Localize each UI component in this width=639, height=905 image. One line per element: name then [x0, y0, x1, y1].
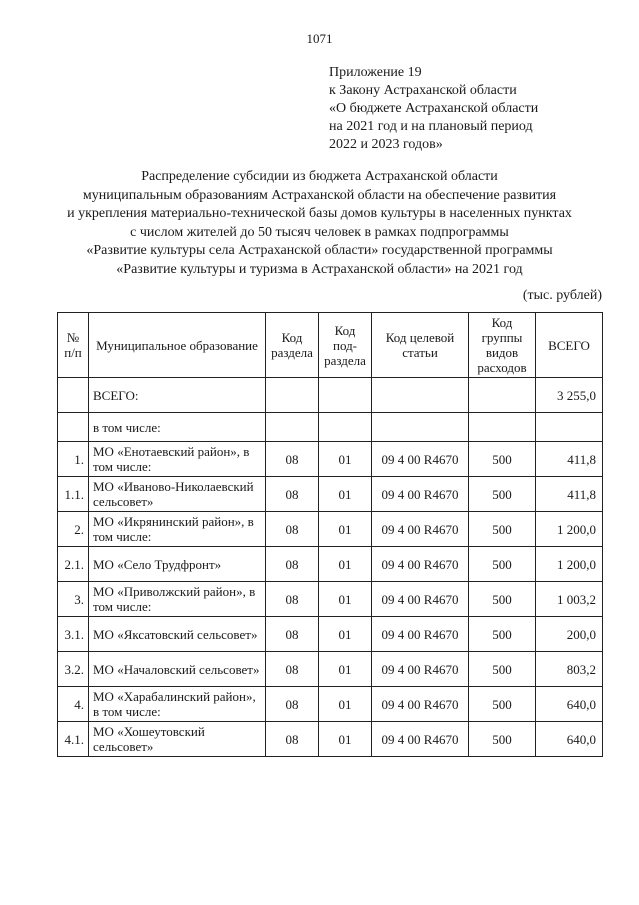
cell-name: МО «Харабалинский район», в том числе:	[89, 687, 266, 722]
cell-expense: 500	[469, 512, 536, 547]
cell-name: МО «Приволжский район», в том числе:	[89, 582, 266, 617]
appendix-line: на 2021 год и на плановый период	[329, 119, 533, 134]
appendix-block	[329, 64, 538, 154]
cell-num: 1.1.	[58, 477, 89, 512]
cell-total: 803,2	[536, 652, 603, 687]
cell-expense: 500	[469, 652, 536, 687]
cell-subsection: 01	[319, 547, 372, 582]
cell-section	[266, 413, 319, 442]
cell-section: 08	[266, 687, 319, 722]
cell-expense: 500	[469, 582, 536, 617]
cell-total: 411,8	[536, 442, 603, 477]
cell-subsection: 01	[319, 512, 372, 547]
cell-expense	[469, 413, 536, 442]
cell-expense: 500	[469, 477, 536, 512]
cell-subsection: 01	[319, 722, 372, 757]
cell-target: 09 4 00 R4670	[372, 547, 469, 582]
total-label: ВСЕГО:	[89, 378, 266, 413]
cell-name: МО «Иваново-Николаевский сельсовет»	[89, 477, 266, 512]
cell-num: 4.1.	[58, 722, 89, 757]
table-row	[58, 687, 603, 722]
table-row	[58, 547, 603, 582]
cell-target: 09 4 00 R4670	[372, 722, 469, 757]
table-header-row	[58, 313, 603, 378]
cell-section: 08	[266, 477, 319, 512]
cell-num: 3.	[58, 582, 89, 617]
cell-target: 09 4 00 R4670	[372, 687, 469, 722]
cell-num: 2.1.	[58, 547, 89, 582]
cell-num: 4.	[58, 687, 89, 722]
table-row	[58, 722, 603, 757]
total-value: 3 255,0	[536, 378, 603, 413]
title-line: Распределение субсидии из бюджета Астраханской области	[141, 169, 498, 184]
cell-section: 08	[266, 652, 319, 687]
units-label: (тыс. рублей)	[522, 288, 602, 303]
cell-name: МО «Село Трудфронт»	[89, 547, 266, 582]
cell-target: 09 4 00 R4670	[372, 582, 469, 617]
cell-target: 09 4 00 R4670	[372, 477, 469, 512]
cell-total: 640,0	[536, 687, 603, 722]
table-row	[58, 617, 603, 652]
table-row	[58, 512, 603, 547]
cell-section: 08	[266, 582, 319, 617]
header-subsection: Код под-раздела	[319, 313, 372, 378]
cell-expense: 500	[469, 687, 536, 722]
cell-subsection: 01	[319, 442, 372, 477]
appendix-line: к Закону Астраханской области	[329, 83, 517, 98]
cell-num: 3.1.	[58, 617, 89, 652]
cell-expense: 500	[469, 617, 536, 652]
cell-expense: 500	[469, 442, 536, 477]
cell-target: 09 4 00 R4670	[372, 442, 469, 477]
cell-total: 200,0	[536, 617, 603, 652]
cell-subsection	[319, 413, 372, 442]
cell-target	[372, 413, 469, 442]
header-target: Код целевой статьи	[372, 313, 469, 378]
title-line: «Развитие культуры села Астраханской области» государственной программы	[86, 243, 553, 258]
appendix-line: «О бюджете Астраханской области	[329, 101, 539, 116]
header-section: Код раздела	[266, 313, 319, 378]
subsidy-table	[57, 312, 603, 757]
cell-subsection	[319, 378, 372, 413]
table-row	[58, 582, 603, 617]
cell-total: 1 200,0	[536, 547, 603, 582]
cell-num: 1.	[58, 442, 89, 477]
cell-num: 3.2.	[58, 652, 89, 687]
cell-subsection: 01	[319, 617, 372, 652]
cell-num: 2.	[58, 512, 89, 547]
total-row	[58, 378, 603, 413]
document-title	[0, 168, 639, 279]
cell-target: 09 4 00 R4670	[372, 512, 469, 547]
cell-subsection: 01	[319, 477, 372, 512]
cell-name: МО «Енотаевский район», в том числе:	[89, 442, 266, 477]
title-line: с числом жителей до 50 тысяч человек в рамках подпрограммы	[130, 224, 509, 240]
table-row	[58, 652, 603, 687]
cell-subsection: 01	[319, 652, 372, 687]
cell-total	[536, 413, 603, 442]
cell-target: 09 4 00 R4670	[372, 652, 469, 687]
cell-section: 08	[266, 617, 319, 652]
title-line: муниципальным образованиям Астраханской области на обеспечение развития	[82, 187, 557, 203]
cell-name: МО «Хошеутовский сельсовет»	[89, 722, 266, 757]
cell-total: 640,0	[536, 722, 603, 757]
header-name: Муниципальное образование	[89, 313, 266, 378]
cell-expense: 500	[469, 547, 536, 582]
cell-name: МО «Яксатовский сельсовет»	[89, 617, 266, 652]
cell-expense	[469, 378, 536, 413]
cell-section: 08	[266, 547, 319, 582]
cell-num	[58, 378, 89, 413]
including-row	[58, 413, 603, 442]
appendix-line: Приложение 19	[329, 65, 422, 80]
header-expense: Код группы видов расходов	[469, 313, 536, 378]
cell-section: 08	[266, 722, 319, 757]
cell-num	[58, 413, 89, 442]
appendix-line: 2022 и 2023 годов»	[329, 137, 443, 152]
cell-subsection: 01	[319, 687, 372, 722]
title-line: и укрепления материально-технической базы домов культуры в населенных пунктах	[67, 206, 572, 221]
cell-section: 08	[266, 442, 319, 477]
page-number: 1071	[306, 31, 333, 46]
cell-total: 1 200,0	[536, 512, 603, 547]
table-row	[58, 442, 603, 477]
cell-name: МО «Икрянинский район», в том числе:	[89, 512, 266, 547]
including-label: в том числе:	[89, 413, 266, 442]
cell-section: 08	[266, 512, 319, 547]
header-total: ВСЕГО	[536, 313, 603, 378]
cell-total: 411,8	[536, 477, 603, 512]
header-num: № п/п	[58, 313, 89, 378]
cell-target: 09 4 00 R4670	[372, 617, 469, 652]
cell-section	[266, 378, 319, 413]
cell-target	[372, 378, 469, 413]
cell-name: МО «Началовский сельсовет»	[89, 652, 266, 687]
cell-total: 1 003,2	[536, 582, 603, 617]
table-row	[58, 477, 603, 512]
title-line: «Развитие культуры и туризма в Астраханской области» на 2021 год	[116, 261, 523, 277]
cell-subsection: 01	[319, 582, 372, 617]
cell-expense: 500	[469, 722, 536, 757]
